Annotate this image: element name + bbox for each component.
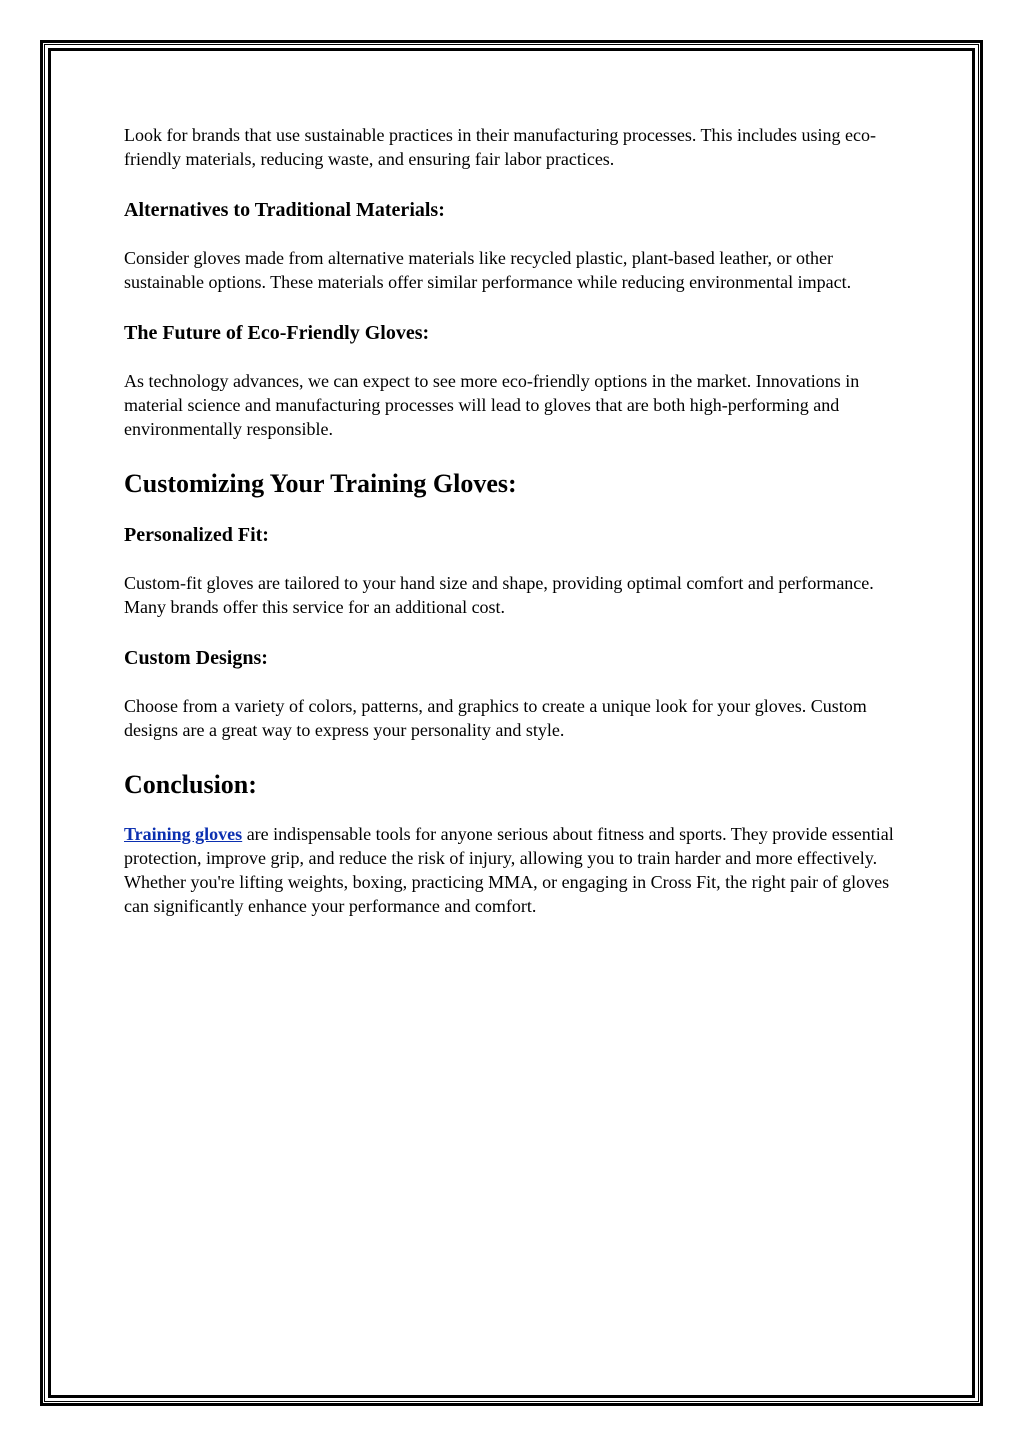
designs-heading: Custom Designs: <box>124 647 268 669</box>
alternatives-heading: Alternatives to Traditional Materials: <box>124 199 445 221</box>
document-body <box>124 123 904 918</box>
future-paragraph: As technology advances, we can expect to see more eco-friendly options in the market. Innovations in material science and manufacturing processes will lead to gloves that are both high-performing and environmentally responsible. <box>124 371 860 439</box>
training-gloves-link[interactable]: Training gloves <box>124 824 243 844</box>
conclusion-paragraph <box>124 822 904 918</box>
fit-heading: Personalized Fit: <box>124 524 269 546</box>
conclusion-paragraph-text: are indispensable tools for anyone serious about fitness and sports. They provide essential protection, improve grip, and reduce the risk of injury, allowing you to train harder and more effectively. Whether you're lifting weights, boxing, practicing MMA, or engaging in Cross Fit, the right pair of gloves can significantly enhance your performance and comfort. <box>124 824 894 916</box>
designs-paragraph: Choose from a variety of colors, patterns, and graphics to create a unique look for your gloves. Custom designs are a great way to express your personality and style. <box>124 696 867 740</box>
fit-paragraph: Custom-fit gloves are tailored to your hand size and shape, providing optimal comfort and performance. Many brands offer this service for an additional cost. <box>124 573 874 617</box>
future-heading: The Future of Eco-Friendly Gloves: <box>124 322 430 344</box>
customizing-heading: Customizing Your Training Gloves: <box>124 469 517 498</box>
alternatives-paragraph: Consider gloves made from alternative materials like recycled plastic, plant-based leather, or other sustainable options. These materials offer similar performance while reducing environmental impact. <box>124 248 852 292</box>
conclusion-heading: Conclusion: <box>124 770 257 799</box>
intro-paragraph: Look for brands that use sustainable practices in their manufacturing processes. This includes using eco-friendly materials, reducing waste, and ensuring fair labor practices. <box>124 125 876 169</box>
